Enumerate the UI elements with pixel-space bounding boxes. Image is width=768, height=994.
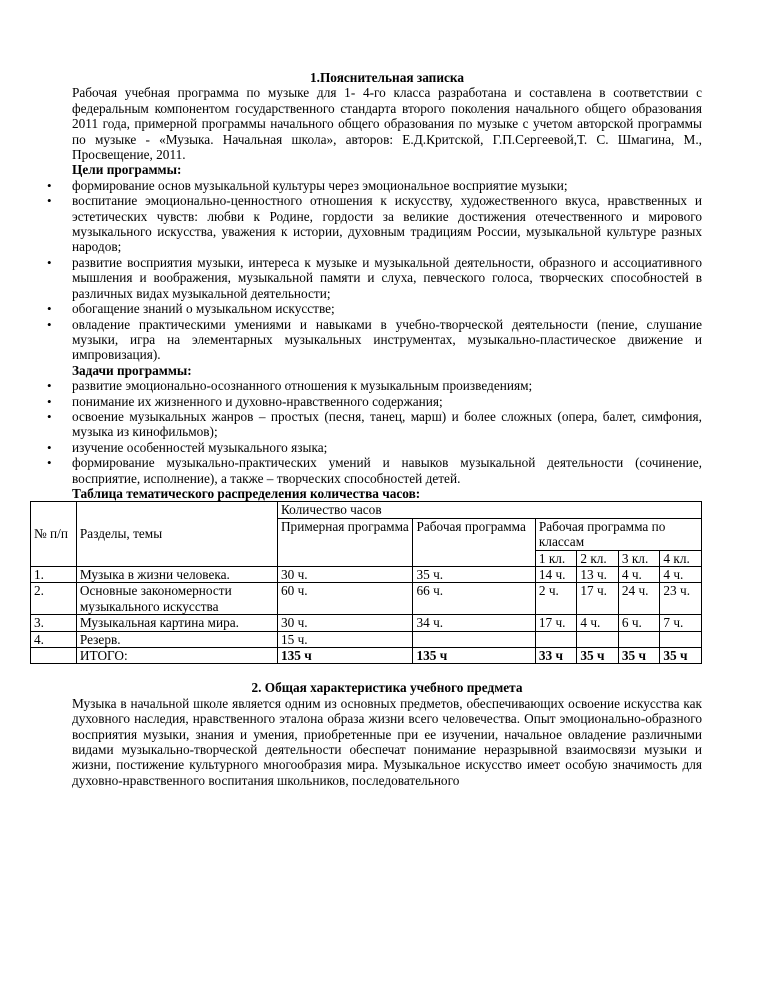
cell-total-sample: 135 ч — [277, 648, 413, 664]
goals-heading: Цели программы: — [72, 162, 182, 178]
tasks-list — [72, 378, 702, 486]
goal-item: • развитие восприятия музыки, интереса к музыке и музыкальной деятельности, образного и ассоциативного мышления и воображения, музыкальной памяти и слуха, певческого голоса, творческих способностей в различных видах музыкальной деятельности; — [72, 255, 702, 301]
cell-class: 4 ч. — [660, 567, 702, 583]
goal-item: • формирование основ музыкальной культуры через эмоциональное восприятие музыки; — [72, 178, 702, 193]
goal-item: • воспитание эмоционально-ценностного отношения к искусству, художественного вкуса, нравственных и эстетических чувств: любви к Родине, гордости за великие достижения отечественного и мирового музыкального искусства, уважения к истории, духовным традициям России, музыкальной культуре разных народов; — [72, 193, 702, 255]
cell-class: 13 ч. — [577, 567, 619, 583]
document-page — [34, 70, 702, 788]
cell-class — [618, 631, 660, 647]
task-item: • освоение музыкальных жанров – простых (песня, танец, марш) и более сложных (опера, балет, симфония, музыка из кинофильмов); — [72, 409, 702, 440]
task-item: • понимание их жизненного и духовно-нравственного содержания; — [72, 394, 702, 409]
cell-class: 7 ч. — [660, 615, 702, 631]
cell-num: 4. — [31, 631, 77, 647]
header-class: 1 кл. — [535, 550, 577, 566]
header-by-class: Рабочая программа по классам — [535, 518, 701, 550]
cell-class: 4 ч. — [618, 567, 660, 583]
table-header-row — [31, 502, 702, 518]
cell-working: 66 ч. — [413, 583, 535, 615]
cell-total-class: 35 ч — [618, 648, 660, 664]
cell-working — [413, 631, 535, 647]
header-num: № п/п — [31, 502, 77, 567]
cell-section: Основные закономерности музыкального искусства — [76, 583, 277, 615]
goals-list — [72, 178, 702, 363]
cell-sample: 60 ч. — [277, 583, 413, 615]
cell-class: 2 ч. — [535, 583, 577, 615]
cell-section: Музыкальная картина мира. — [76, 615, 277, 631]
section-2-paragraph: Музыка в начальной школе является одним из основных предметов, обеспечивающих освоение искусства как духовного наследия, нравственного эталона образа жизни всего человечества. Опыт эмоционально-образного восприятия музыки, знания и умения, приобретенные при ее изучении, начальное овладение различными видами музыкально-творческой деятельности обеспечат понимание неразрывной взаимосвязи музыки и жизни, постижение культурного многообразия мира. Музыкальное искусство имеет особую значимость для духовно-нравственного воспитания школьников, последовательного — [72, 695, 702, 788]
header-working: Рабочая программа — [413, 518, 535, 566]
cell-section: Резерв. — [76, 631, 277, 647]
cell-class — [660, 631, 702, 647]
cell-working: 35 ч. — [413, 567, 535, 583]
table-row — [31, 583, 702, 615]
cell-class — [535, 631, 577, 647]
cell-total-working: 135 ч — [413, 648, 535, 664]
cell-class: 17 ч. — [535, 615, 577, 631]
task-item: • формирование музыкально-практических умений и навыков музыкальной деятельности (сочинение, восприятие, исполнение), а также – творческих способностей детей. — [72, 455, 702, 486]
header-section: Разделы, темы — [76, 502, 277, 567]
cell-class: 23 ч. — [660, 583, 702, 615]
cell-sample: 30 ч. — [277, 615, 413, 631]
header-class: 4 кл. — [660, 550, 702, 566]
hours-table — [30, 501, 702, 664]
cell-total-class: 33 ч — [535, 648, 577, 664]
header-class: 3 кл. — [618, 550, 660, 566]
cell-section: Музыка в жизни человека. — [76, 567, 277, 583]
cell-class — [577, 631, 619, 647]
table-total-row — [31, 648, 702, 664]
cell-num: 2. — [31, 583, 77, 615]
header-sample: Примерная программа — [277, 518, 413, 566]
cell-class: 24 ч. — [618, 583, 660, 615]
cell-total-label: ИТОГО: — [76, 648, 277, 664]
cell-working: 34 ч. — [413, 615, 535, 631]
table-row — [31, 631, 702, 647]
cell-total-class: 35 ч — [660, 648, 702, 664]
task-item: • изучение особенностей музыкального языка; — [72, 440, 702, 455]
section-2-title: 2. Общая характеристика учебного предмета — [251, 680, 523, 696]
goal-item: • овладение практическими умениями и навыками в учебно-творческой деятельности (пение, слушание музыки, игра на элементарных музыкальных инструментах, музыкально-пластическое движение и импровизация). — [72, 317, 702, 363]
task-item: • развитие эмоционально-осознанного отношения к музыкальным произведениям; — [72, 378, 702, 393]
cell-class: 14 ч. — [535, 567, 577, 583]
cell-num — [31, 648, 77, 664]
table-heading: Таблица тематического распределения количества часов: — [72, 485, 421, 501]
cell-class: 17 ч. — [577, 583, 619, 615]
cell-num: 3. — [31, 615, 77, 631]
cell-total-class: 35 ч — [577, 648, 619, 664]
cell-class: 6 ч. — [618, 615, 660, 631]
goal-item: • обогащение знаний о музыкальном искусстве; — [72, 301, 702, 316]
table-row — [31, 567, 702, 583]
intro-paragraph: Рабочая учебная программа по музыке для 1- 4-го класса разработана и составлена в соответствии с федеральным компонентом государственного стандарта второго поколения начального общего образования 2011 года, примерной программы начального общего образования по музыке с учетом авторской программы по музыке - «Музыка. Начальная школа», авторов: Е.Д.Критской, Г.П.Сергеевой,Т. С. Шмагина, М., Просвещение, 2011. — [72, 85, 702, 163]
cell-class: 4 ч. — [577, 615, 619, 631]
cell-sample: 15 ч. — [277, 631, 413, 647]
tasks-heading: Задачи программы: — [72, 362, 192, 378]
cell-num: 1. — [31, 567, 77, 583]
header-hours: Количество часов — [277, 502, 701, 518]
header-class: 2 кл. — [577, 550, 619, 566]
section-1-title: 1.Пояснительная записка — [309, 70, 465, 85]
table-row — [31, 615, 702, 631]
cell-sample: 30 ч. — [277, 567, 413, 583]
